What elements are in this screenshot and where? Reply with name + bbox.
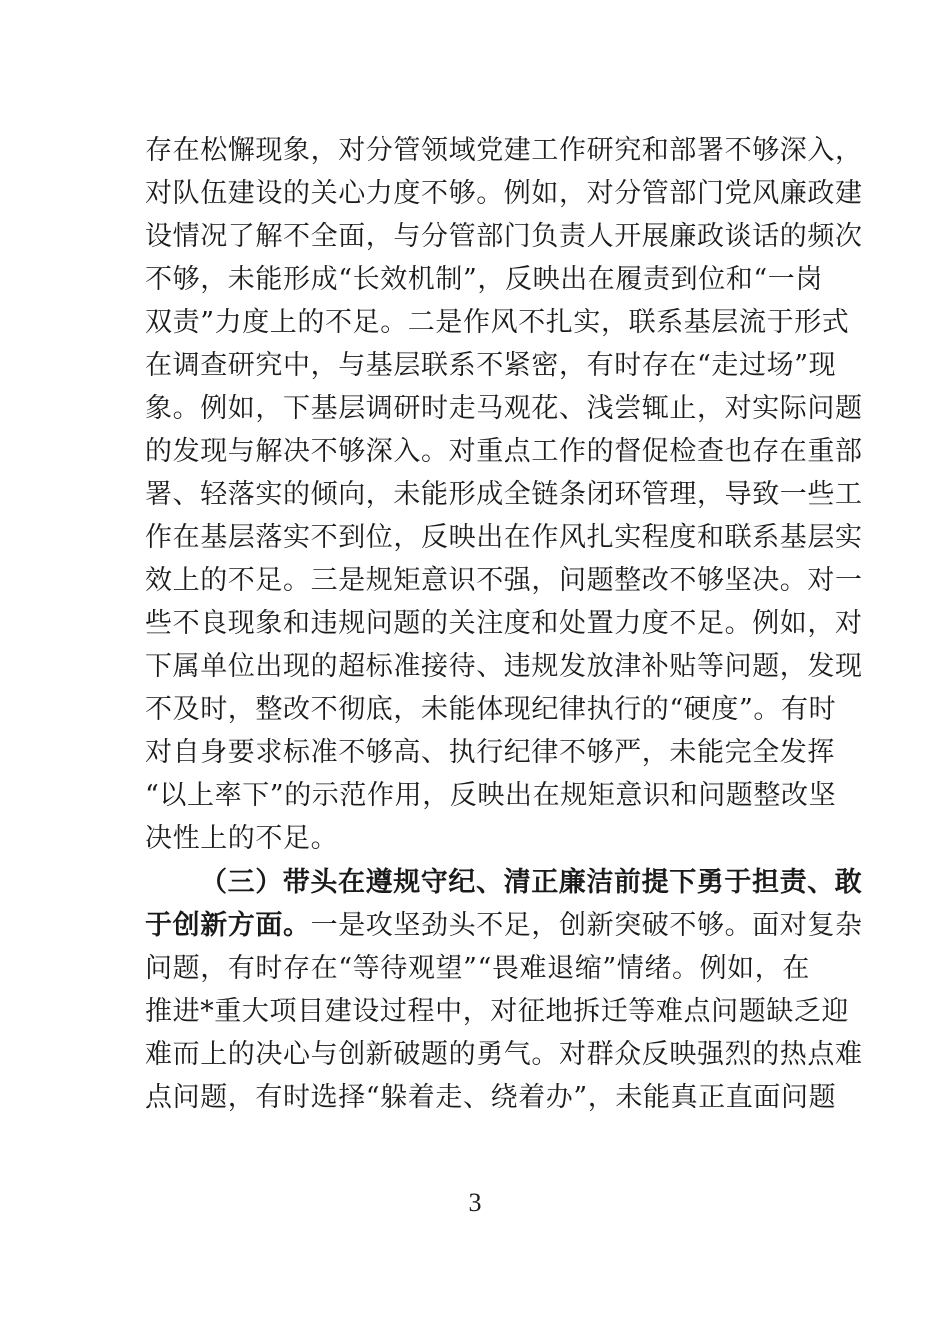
section-line: 问题，有时存在“等待观望”“畏难退缩”情绪。例如，在 [145, 953, 810, 984]
body-line: 效上的不足。三是规矩意识不强，问题整改不够坚决。对一 [145, 565, 863, 596]
section-line [145, 906, 863, 946]
body-line: 作在基层落实不到位，反映出在作风扎实程度和联系基层实 [145, 522, 863, 553]
body-line: 对自身要求标准不够高、执行纪律不够严，未能完全发挥 [145, 737, 835, 768]
section-heading-continued: 于创新方面。 [145, 910, 311, 941]
body-line: 的发现与解决不够深入。对重点工作的督促检查也存在重部 [145, 436, 863, 467]
body-line: 对队伍建设的关心力度不够。例如，对分管部门党风廉政建 [145, 178, 863, 209]
body-line: 存在松懈现象，对分管领域党建工作研究和部署不够深入， [145, 135, 863, 166]
body-line: 不及时，整改不彻底，未能体现纪律执行的“硬度”。有时 [145, 694, 837, 725]
section-line: 难而上的决心与创新破题的勇气。对群众反映强烈的热点难 [145, 1039, 863, 1070]
section-line-text: 一是攻坚劲头不足，创新突破不够。面对复杂 [310, 910, 863, 941]
body-line: 决性上的不足。 [145, 823, 339, 854]
body-line: 在调查研究中，与基层联系不紧密，有时存在“走过场”现 [145, 350, 837, 381]
section-heading: （三）带头在遵规守纪、清正廉洁前提下勇于担责、敢 [200, 867, 863, 898]
body-line: 署、轻落实的倾向，未能形成全链条闭环管理，导致一些工 [145, 479, 863, 510]
body-line: 象。例如，下基层调研时走马观花、浅尝辄止，对实际问题 [145, 393, 863, 424]
section-line: 推进*重大项目建设过程中，对征地拆迁等难点问题缺乏迎 [145, 996, 850, 1027]
section-line: 点问题，有时选择“躲着走、绕着办”，未能真正直面问题 [145, 1082, 837, 1113]
page-number: 3 [468, 1188, 482, 1217]
body-line: 设情况了解不全面，与分管部门负责人开展廉政谈话的频次 [145, 221, 863, 252]
body-line: 下属单位出现的超标准接待、违规发放津补贴等问题，发现 [145, 651, 863, 682]
body-line: 不够，未能形成“长效机制”，反映出在履责到位和“一岗 [145, 264, 824, 295]
body-line: “以上率下”的示范作用，反映出在规矩意识和问题整改坚 [145, 780, 837, 811]
body-line: 双责”力度上的不足。二是作风不扎实，联系基层流于形式 [145, 307, 850, 338]
body-line: 些不良现象和违规问题的关注度和处置力度不足。例如，对 [145, 608, 863, 639]
